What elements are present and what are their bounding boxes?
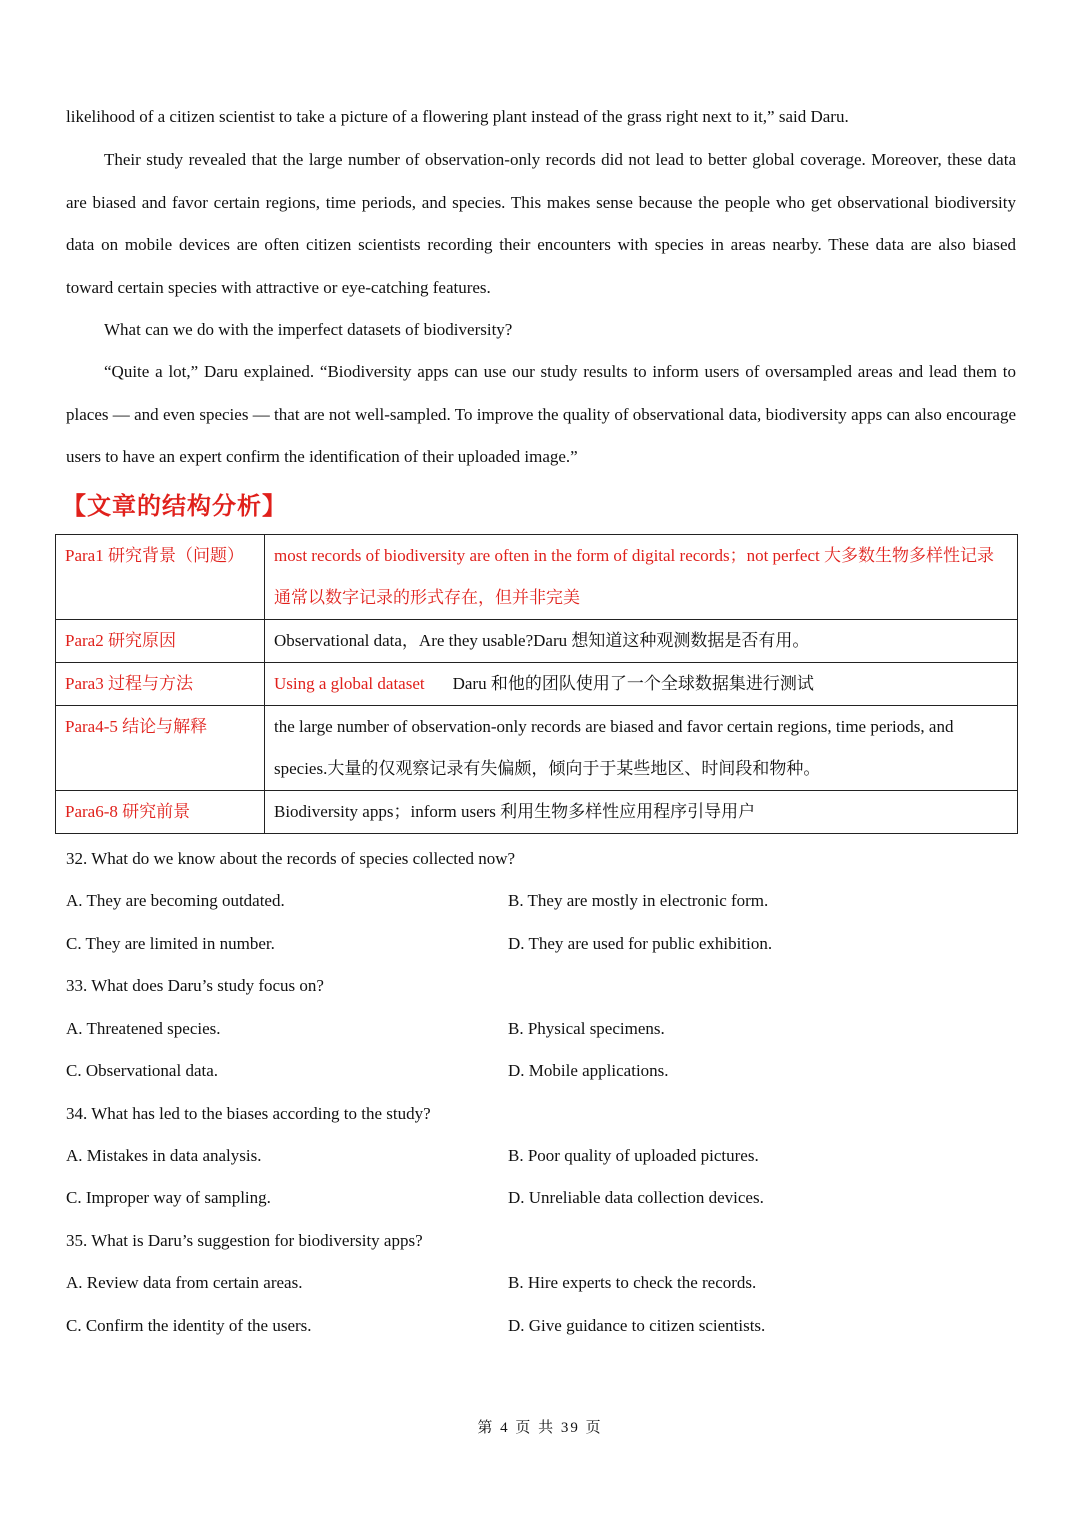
row-content bbox=[265, 706, 1018, 791]
table-row bbox=[56, 620, 1018, 663]
question-stem: 34. What has led to the biases according to the study? bbox=[66, 1104, 431, 1123]
option-c: C. Confirm the identity of the users. bbox=[66, 1316, 312, 1335]
table-row bbox=[56, 535, 1018, 620]
row-content-text: Biodiversity apps；inform users 利用生物多样性应用程序引导用户 bbox=[274, 802, 756, 821]
table-row bbox=[56, 706, 1018, 791]
option-c: C. Observational data. bbox=[66, 1061, 219, 1080]
row-content-text: Observational data，Are they usable?Daru 想知道这种观测数据是否有用。 bbox=[274, 631, 810, 650]
paragraph-study-results: Their study revealed that the large number of observation-only records did not lead to better global coverage. Moreover, these data are biased and favor certain regions, time periods, and species. This makes sense because the people who get observational biodiversity data on mobile devices are often citizen scientists recording their encounters with species in areas nearby. These data are also biased toward certain species with attractive or eye-catching features. bbox=[66, 150, 1016, 297]
row-content bbox=[265, 620, 1018, 663]
option-a: A. Threatened species. bbox=[66, 1019, 221, 1038]
option-b: B. Physical specimens. bbox=[508, 1019, 665, 1038]
row-label: Para2 研究原因 bbox=[56, 620, 265, 663]
row-label: Para3 过程与方法 bbox=[56, 663, 265, 706]
option-b: B. They are mostly in electronic form. bbox=[508, 891, 769, 910]
question-stem: 35. What is Daru’s suggestion for biodiversity apps? bbox=[66, 1231, 423, 1250]
table-row bbox=[56, 663, 1018, 706]
row-content bbox=[265, 791, 1018, 834]
option-d: D. Give guidance to citizen scientists. bbox=[508, 1316, 766, 1335]
page-footer: 第 4 页 共 39 页 bbox=[477, 1420, 603, 1436]
option-b: B. Hire experts to check the records. bbox=[508, 1273, 757, 1292]
option-d: D. They are used for public exhibition. bbox=[508, 934, 773, 953]
question-stem: 32. What do we know about the records of species collected now? bbox=[66, 849, 516, 868]
paragraph-continuation: likelihood of a citizen scientist to take a picture of a flowering plant instead of the grass right next to it,” said Daru. bbox=[66, 107, 849, 126]
row-label: Para6-8 研究前景 bbox=[56, 791, 265, 834]
row-content bbox=[265, 663, 1018, 706]
row-content-text: the large number of observation-only records are biased and favor certain regions, time periods, and species.大量的仅观察记录有失偏颇，倾向于于某些地区、时间段和物种。 bbox=[274, 717, 954, 778]
table-row bbox=[56, 791, 1018, 834]
row-content bbox=[265, 535, 1018, 620]
option-a: A. Mistakes in data analysis. bbox=[66, 1146, 262, 1165]
option-b: B. Poor quality of uploaded pictures. bbox=[508, 1146, 759, 1165]
row-label: Para4-5 结论与解释 bbox=[56, 706, 265, 791]
row-content-text: Daru 和他的团队使用了一个全球数据集进行测试 bbox=[452, 674, 814, 693]
structure-table bbox=[55, 534, 1018, 834]
paragraph-daru-quote: “Quite a lot,” Daru explained. “Biodiversity apps can use our study results to inform users of oversampled areas and lead them to places — and even species — that are not well-sampled. To improve the quality of observational data, biodiversity apps can also encourage users to have an expert confirm the identification of their uploaded image.” bbox=[66, 362, 1016, 466]
section-heading: 【文章的结构分析】 bbox=[62, 492, 287, 520]
option-a: A. They are becoming outdated. bbox=[66, 891, 285, 910]
paragraph-question: What can we do with the imperfect datasets of biodiversity? bbox=[104, 320, 513, 339]
row-content-red: Using a global dataset bbox=[274, 674, 425, 693]
row-content-red: most records of biodiversity are often in the form of digital records；not perfect 大多数生物多样性记录通常以数字记录的形式存在，但并非完美 bbox=[274, 546, 994, 607]
option-c: C. Improper way of sampling. bbox=[66, 1188, 271, 1207]
row-label: Para1 研究背景（问题） bbox=[56, 535, 265, 620]
option-d: D. Mobile applications. bbox=[508, 1061, 669, 1080]
option-a: A. Review data from certain areas. bbox=[66, 1273, 303, 1292]
option-d: D. Unreliable data collection devices. bbox=[508, 1188, 764, 1207]
question-stem: 33. What does Daru’s study focus on? bbox=[66, 976, 324, 995]
option-c: C. They are limited in number. bbox=[66, 934, 275, 953]
